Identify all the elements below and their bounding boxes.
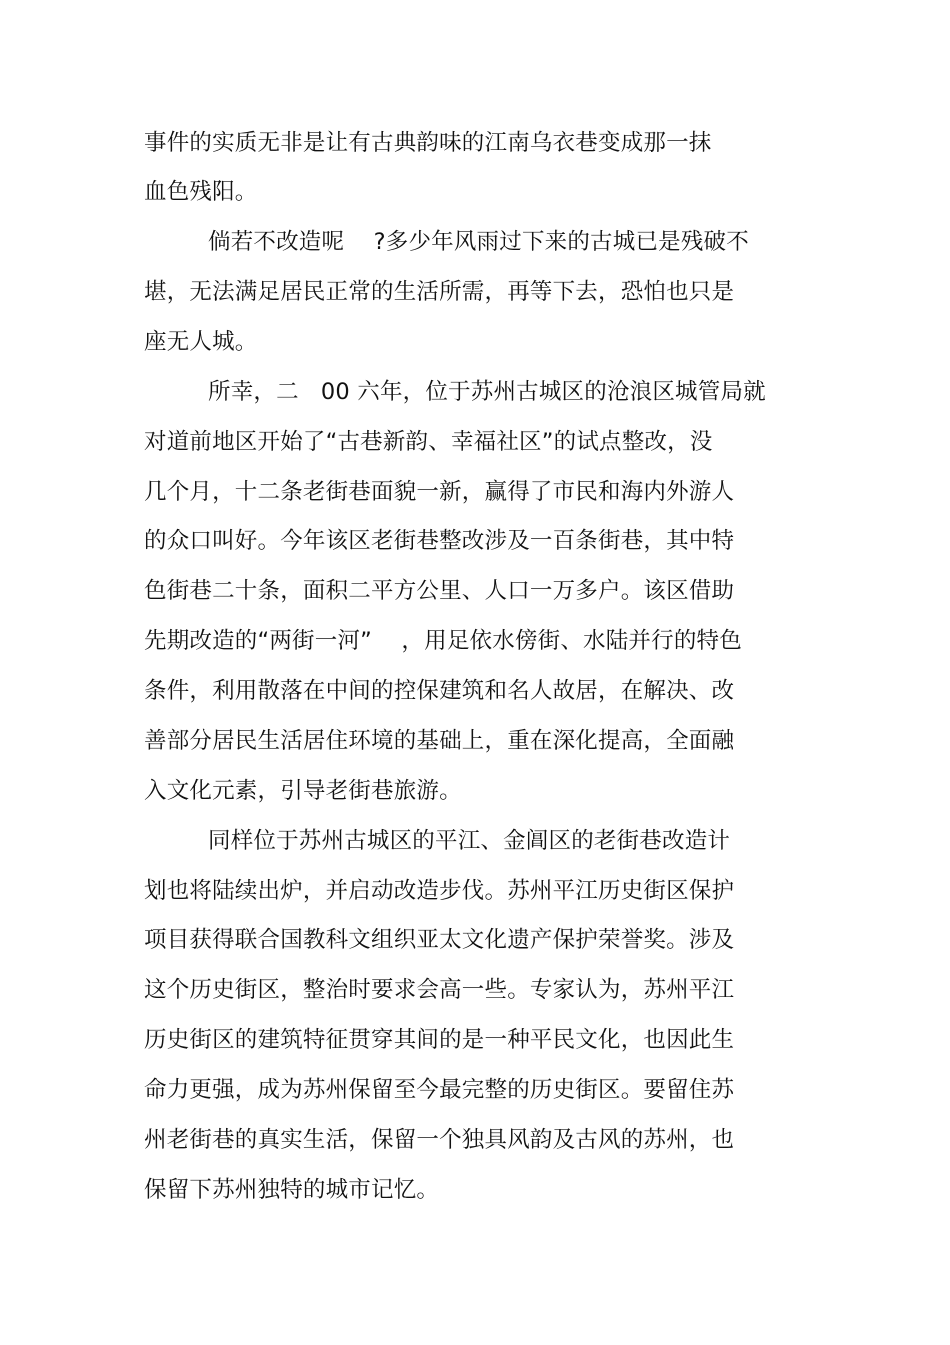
text-line: 州老街巷的真实生活，保留一个独具风韵及古风的苏州，也 <box>144 1127 735 1153</box>
text-line: 项目获得联合国教科文组织亚太文化遗产保护荣誉奖。涉及 <box>144 927 735 953</box>
text-line: 先期改造的“两街一河” ，用足依水傍街、水陆并行的特色 <box>144 628 742 654</box>
text-line: 堪，无法满足居民正常的生活所需，再等下去，恐怕也只是 <box>144 279 735 305</box>
paragraph-start-line: 同样位于苏州古城区的平江、金阊区的老街巷改造计 <box>208 828 731 854</box>
text-line: 几个月，十二条老街巷面貌一新，赢得了市民和海内外游人 <box>144 479 735 505</box>
text-line: 这个历史街区，整治时要求会高一些。专家认为，苏州平江 <box>144 977 735 1003</box>
text-line: 血色残阳。 <box>144 179 258 205</box>
text-line: 保留下苏州独特的城市记忆。 <box>144 1177 440 1203</box>
paragraph-start-line: 所幸，二 00 六年，位于苏州古城区的沧浪区城管局就 <box>208 379 766 405</box>
text-line: 历史街区的建筑特征贯穿其间的是一种平民文化，也因此生 <box>144 1027 735 1053</box>
paragraph-start-line: 倘若不改造呢 ?多少年风雨过下来的古城已是残破不 <box>208 229 749 255</box>
text-line: 事件的实质无非是让有古典韵味的江南乌衣巷变成那一抹 <box>144 130 712 156</box>
text-line: 对道前地区开始了“古巷新韵、幸福社区”的试点整改，没 <box>144 429 713 455</box>
text-line: 入文化元素，引导老街巷旅游。 <box>144 778 462 804</box>
text-line: 划也将陆续出炉，并启动改造步伐。苏州平江历史街区保护 <box>144 878 735 904</box>
text-line: 善部分居民生活居住环境的基础上，重在深化提高，全面融 <box>144 728 735 754</box>
text-line: 条件，利用散落在中间的控保建筑和名人故居，在解决、改 <box>144 678 735 704</box>
text-line: 的众口叫好。今年该区老街巷整改涉及一百条街巷，其中特 <box>144 528 735 554</box>
text-line: 命力更强，成为苏州保留至今最完整的历史街区。要留住苏 <box>144 1077 735 1103</box>
text-line: 色街巷二十条，面积二平方公里、人口一万多户。该区借助 <box>144 578 735 604</box>
text-line: 座无人城。 <box>144 329 258 355</box>
